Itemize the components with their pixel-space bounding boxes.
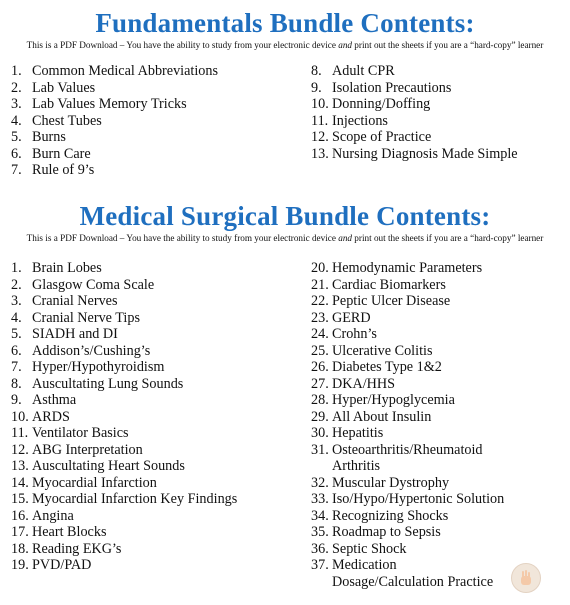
item-number: 30. <box>311 425 329 441</box>
item-number: 12. <box>311 129 329 145</box>
item-number: 29. <box>311 408 329 425</box>
item-label: Cranial Nerves <box>32 293 118 309</box>
item-label: Reading EKG’s <box>32 540 122 557</box>
item-label: Glasgow Coma Scale <box>32 276 155 293</box>
list-item <box>11 146 218 163</box>
medsurg-list-right <box>311 260 512 590</box>
item-number: 9. <box>311 79 322 96</box>
item-number: 33. <box>311 491 329 507</box>
item-label: Muscular Dystrophy <box>332 474 450 491</box>
item-label: Injections <box>332 112 388 129</box>
item-number: 11. <box>311 112 329 129</box>
item-label: Common Medical Abbreviations <box>32 63 218 79</box>
item-number: 16. <box>11 507 29 524</box>
list-item <box>311 96 518 113</box>
list-item <box>311 80 518 97</box>
medsurg-subtitle: This is a PDF Download – You have the ability to study from your electronic device and print out the sheets if you are a “hard-copy” learner <box>26 233 544 243</box>
item-number: 3. <box>11 293 22 309</box>
list-item <box>311 326 512 343</box>
item-label: Recognizing Shocks <box>332 507 449 524</box>
item-label: SIADH and DI <box>32 326 118 342</box>
fundamentals-list-left <box>11 63 218 179</box>
fundamentals-subtitle: This is a PDF Download – You have the ability to study from your electronic device and print out the sheets if you are a “hard-copy” learner <box>26 40 544 50</box>
item-label: Lab Values <box>32 79 96 96</box>
item-label: Nursing Diagnosis Made Simple <box>332 145 518 162</box>
item-number: 14. <box>11 474 29 491</box>
item-label: Hepatitis <box>332 425 384 441</box>
item-number: 4. <box>11 112 22 129</box>
list-item <box>311 425 512 442</box>
item-label: Cranial Nerve Tips <box>32 309 140 326</box>
item-label: Diabetes Type 1&2 <box>332 359 442 375</box>
list-item <box>11 260 237 277</box>
item-label: Myocardial Infarction Key Findings <box>32 491 238 507</box>
item-number: 9. <box>11 392 22 408</box>
item-number: 22. <box>311 293 329 309</box>
item-number: 19. <box>11 557 29 573</box>
list-item <box>311 491 512 508</box>
list-item <box>11 475 237 492</box>
item-number: 32. <box>311 474 329 491</box>
item-label: DKA/HHS <box>332 375 396 392</box>
item-label: Auscultating Lung Sounds <box>32 375 184 392</box>
list-item <box>311 557 512 590</box>
item-label: Lab Values Memory Tricks <box>32 96 187 112</box>
item-label: All About Insulin <box>332 408 432 425</box>
item-number: 1. <box>11 63 22 79</box>
item-number: 17. <box>11 524 29 540</box>
list-item <box>311 409 512 426</box>
item-number: 5. <box>11 326 22 342</box>
item-label: Peptic Ulcer Disease <box>332 293 451 309</box>
item-label: Rule of 9’s <box>32 162 95 178</box>
item-label: Asthma <box>32 392 77 408</box>
list-item <box>11 409 237 426</box>
list-item <box>11 442 237 459</box>
list-item <box>11 343 237 360</box>
list-item <box>311 113 518 130</box>
item-number: 12. <box>11 441 29 458</box>
list-item <box>11 508 237 525</box>
item-number: 26. <box>311 359 329 375</box>
medsurg-list-left <box>11 260 237 574</box>
list-item <box>311 508 512 525</box>
list-item <box>311 310 512 327</box>
list-item <box>11 162 218 179</box>
item-number: 13. <box>311 145 329 162</box>
list-item <box>11 524 237 541</box>
item-label: Heart Blocks <box>32 524 107 540</box>
item-label: Burn Care <box>32 145 91 162</box>
item-label: Auscultating Heart Sounds <box>32 458 185 474</box>
item-number: 7. <box>11 359 22 375</box>
list-item <box>311 359 512 376</box>
list-item <box>311 541 512 558</box>
item-number: 15. <box>11 491 29 507</box>
item-number: 8. <box>311 63 322 79</box>
list-item <box>11 557 237 574</box>
item-number: 18. <box>11 540 29 557</box>
item-label: Hyper/Hypothyroidism <box>32 359 165 375</box>
item-number: 27. <box>311 375 329 392</box>
item-number: 34. <box>311 507 329 524</box>
item-label: ARDS <box>32 408 70 425</box>
item-label: Hemodynamic Parameters <box>332 260 483 276</box>
item-number: 1. <box>11 260 22 276</box>
list-item <box>11 113 218 130</box>
list-item <box>311 376 512 393</box>
item-label: ABG Interpretation <box>32 441 143 458</box>
item-number: 28. <box>311 392 329 408</box>
list-item <box>311 392 512 409</box>
item-label: Scope of Practice <box>332 129 432 145</box>
list-item <box>11 310 237 327</box>
list-item <box>311 442 512 475</box>
list-item <box>311 293 512 310</box>
fundamentals-title: Fundamentals Bundle Contents: <box>95 8 475 38</box>
list-item <box>11 376 237 393</box>
item-number: 20. <box>311 260 329 276</box>
list-item <box>311 475 512 492</box>
medsurg-title: Medical Surgical Bundle Contents: <box>79 201 491 231</box>
item-label: Brain Lobes <box>32 260 102 276</box>
item-number: 37. <box>311 557 329 573</box>
item-label: Ulcerative Colitis <box>332 342 433 359</box>
item-label: Ventilator Basics <box>32 425 129 441</box>
item-label: Donning/Doffing <box>332 96 431 112</box>
list-item <box>11 392 237 409</box>
list-item <box>11 359 237 376</box>
item-label: Chest Tubes <box>32 112 102 129</box>
item-number: 24. <box>311 326 329 342</box>
list-item <box>11 458 237 475</box>
fundamentals-list-right <box>311 63 518 162</box>
item-number: 35. <box>311 524 329 540</box>
item-label: Iso/Hypo/Hypertonic Solution <box>332 491 505 507</box>
item-number: 8. <box>11 375 22 392</box>
list-item <box>11 326 237 343</box>
list-item <box>11 63 218 80</box>
list-item <box>11 277 237 294</box>
list-item <box>11 293 237 310</box>
list-item <box>311 129 518 146</box>
item-number: 6. <box>11 145 22 162</box>
list-item <box>311 63 518 80</box>
item-label: Crohn’s <box>332 326 377 342</box>
item-number: 31. <box>311 441 329 458</box>
item-label: Addison’s/Cushing’s <box>32 342 151 359</box>
item-number: 6. <box>11 342 22 359</box>
item-label: PVD/PAD <box>32 557 92 573</box>
item-number: 7. <box>11 162 22 178</box>
item-label: Angina <box>32 507 74 524</box>
item-label: Burns <box>32 129 66 145</box>
item-number: 23. <box>311 309 329 326</box>
list-item <box>311 146 518 163</box>
item-number: 10. <box>311 96 329 112</box>
item-label: Osteoarthritis/Rheumatoid Arthritis <box>332 441 483 474</box>
item-number: 2. <box>11 79 22 96</box>
item-number: 11. <box>11 425 29 441</box>
item-label: Medication Dosage/Calculation Practice <box>332 557 494 590</box>
item-number: 5. <box>11 129 22 145</box>
list-item <box>11 129 218 146</box>
item-label: Septic Shock <box>332 540 407 557</box>
list-item <box>11 425 237 442</box>
item-number: 4. <box>11 309 22 326</box>
item-label: Hyper/Hypoglycemia <box>332 392 455 408</box>
list-item <box>311 260 512 277</box>
item-number: 25. <box>311 342 329 359</box>
hand-icon <box>511 563 541 593</box>
list-item <box>311 524 512 541</box>
item-number: 2. <box>11 276 22 293</box>
list-item <box>311 277 512 294</box>
item-number: 10. <box>11 408 29 425</box>
list-item <box>11 491 237 508</box>
list-item <box>11 96 218 113</box>
list-item <box>11 541 237 558</box>
item-number: 13. <box>11 458 29 474</box>
item-number: 21. <box>311 276 329 293</box>
item-number: 3. <box>11 96 22 112</box>
item-label: Roadmap to Sepsis <box>332 524 441 540</box>
item-label: Adult CPR <box>332 63 395 79</box>
item-label: Myocardial Infarction <box>32 474 157 491</box>
item-label: Cardiac Biomarkers <box>332 276 446 293</box>
list-item <box>311 343 512 360</box>
list-item <box>11 80 218 97</box>
item-label: GERD <box>332 309 371 326</box>
item-number: 36. <box>311 540 329 557</box>
item-label: Isolation Precautions <box>332 79 452 96</box>
